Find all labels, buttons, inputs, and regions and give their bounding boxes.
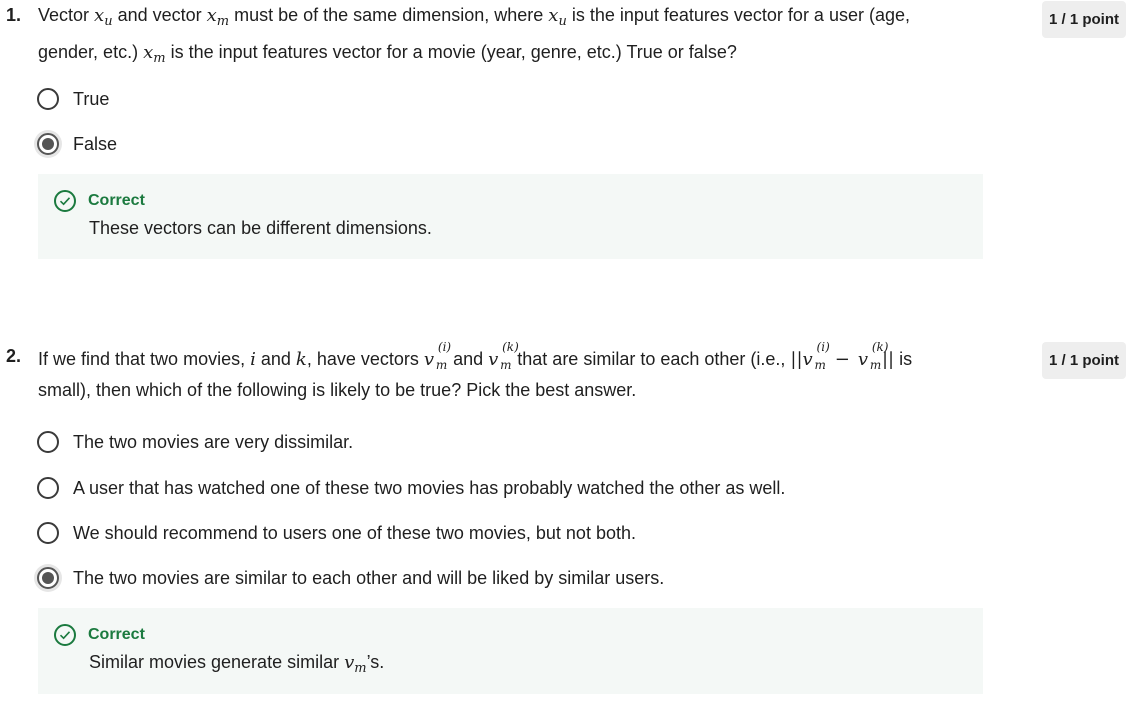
radio-button[interactable] [37, 88, 59, 110]
answer-option[interactable]: The two movies are very dissimilar. [37, 427, 353, 457]
question-text: If we find that two movies, i and k, have vectors v (i) m and v (k) m that are similar to each other (i.e., ||v (i) m − v (k) m || is small), then which of the following is likely to be true? Pick the best answer. [38, 340, 913, 400]
check-circle-icon [54, 190, 76, 212]
answer-option-selected[interactable]: The two movies are similar to each other and will be liked by similar users. [37, 563, 664, 593]
radio-button-selected[interactable] [37, 567, 59, 589]
radio-button[interactable] [37, 431, 59, 453]
radio-button[interactable] [37, 522, 59, 544]
points-badge: 1 / 1 point [1042, 1, 1126, 38]
points-badge: 1 / 1 point [1042, 342, 1126, 379]
feedback-title: Correct [88, 626, 145, 643]
feedback-title: Correct [88, 192, 145, 209]
radio-button-selected[interactable] [37, 133, 59, 155]
answer-option-selected[interactable]: False [37, 129, 117, 159]
answer-option[interactable]: We should recommend to users one of these two movies, but not both. [37, 518, 636, 548]
check-circle-icon [54, 624, 76, 646]
question-text: Vector $x_u$ and vector $x_m$ must be of the same dimension, where $x_u$ is the input features vector for a user (age, gender, etc.) $x_m$ is the input features vector for a movie (year, genre, etc.) True or false? [38, 5, 910, 66]
feedback-panel [38, 608, 983, 694]
feedback-text: Similar movies generate similar $v_m’s$. [89, 652, 385, 676]
answer-option[interactable]: A user that has watched one of these two movies has probably watched the other as well. [37, 473, 785, 503]
answer-option[interactable]: True [37, 84, 109, 114]
question-number: 1. [6, 5, 22, 25]
feedback-text: These vectors can be different dimensions. [89, 218, 432, 238]
radio-button[interactable] [37, 477, 59, 499]
feedback-panel [38, 174, 983, 259]
question-number: 2. [6, 346, 22, 366]
